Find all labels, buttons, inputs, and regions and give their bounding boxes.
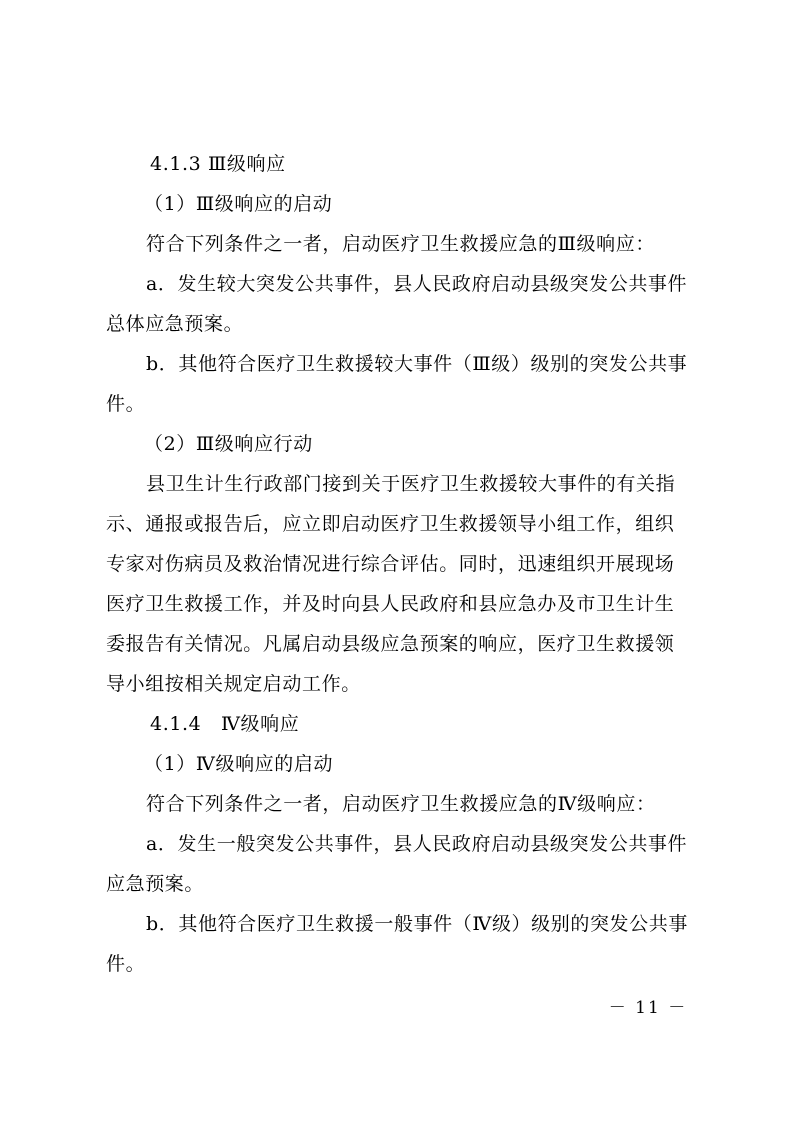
paragraph-level3-action-body: 县卫生计生行政部门接到关于医疗卫生救援较大事件的有关指 示、通报或报告后，应立即启动医疗卫生救援领导小组工作，组织专家对伤病员及救治情况进行综合评估。同时，迅速组织开展现场医疗卫生救援工作，并及时向县人民政府和县应急办及市卫生计生委报告有关情况。凡属启动县级应急预案的响应，医疗卫生救援领导小组按相关规定启动工作。 [106,473,695,695]
document-body [106,144,695,984]
paragraph-level3-condition-a: a．发生较大突发公共事件，县人民政府启动县级突发公共事件总体应急预案。 [106,273,688,335]
paragraph-level3-conditions: 符合下列条件之一者，启动医疗卫生救援应急的Ⅲ级响应： [146,233,655,255]
subheading-level3-start: （1）Ⅲ级响应的启动 [144,193,333,215]
paragraph-level3-condition-b: b．其他符合医疗卫生救援较大事件（Ⅲ级）级别的突发公共事件。 [106,353,688,415]
subheading-level4-start: （1）Ⅳ级响应的启动 [144,753,334,775]
subheading-level3-action: （2）Ⅲ级响应行动 [144,433,313,455]
section-heading-4-1-4: 4.1.4 Ⅳ级响应 [150,713,300,735]
section-heading-4-1-3: 4.1.3 Ⅲ级响应 [150,153,286,175]
paragraph-level4-condition-b: b．其他符合医疗卫生救援一般事件（Ⅳ级）级别的突发公共事件。 [106,913,688,975]
paragraph-level4-conditions: 符合下列条件之一者，启动医疗卫生救援应急的Ⅳ级响应： [146,793,656,815]
page-number: － 11 － [608,998,688,1018]
paragraph-level4-condition-a: a．发生一般突发公共事件，县人民政府启动县级突发公共事件应急预案。 [106,833,688,895]
